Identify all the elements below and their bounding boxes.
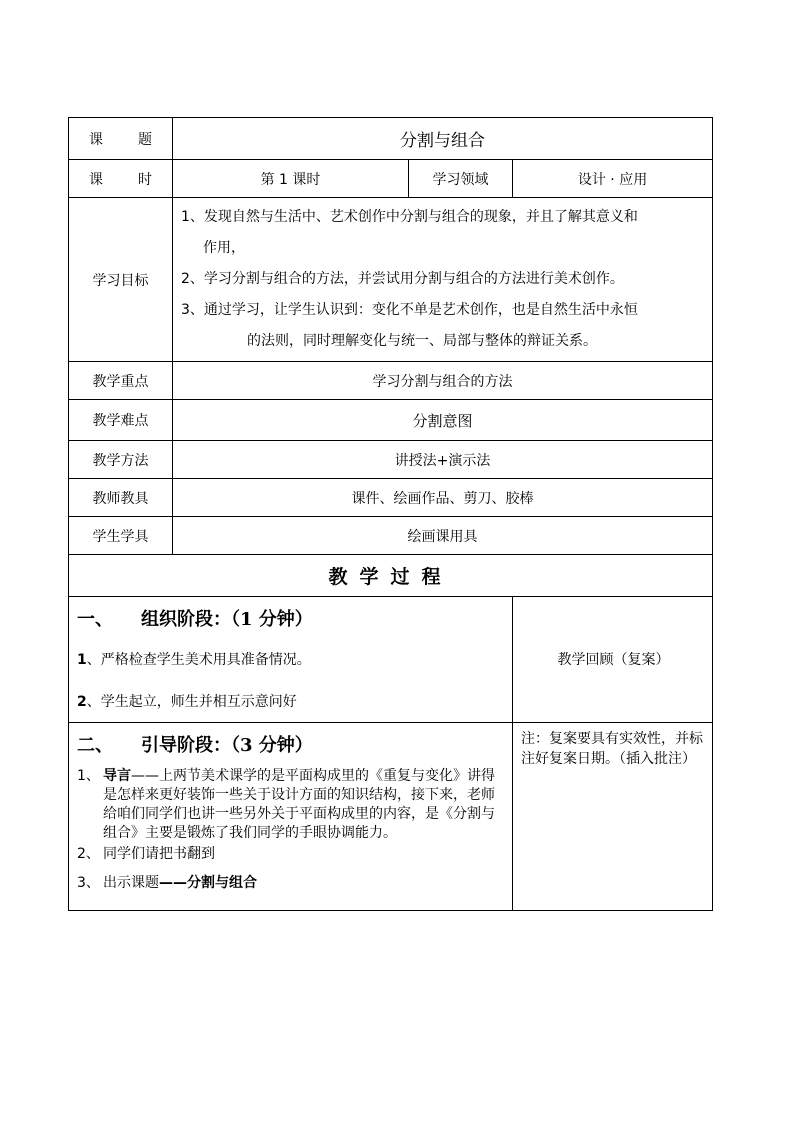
student-tools-row	[69, 517, 713, 555]
process-header-row	[69, 555, 713, 597]
stage2-item-1-num: 1、	[77, 768, 100, 784]
stage2-side-note: 注：复案要具有实效性，并标注好复案日期。（插入批注）	[513, 723, 713, 911]
topic-value: 分割与组合	[173, 118, 713, 160]
stage2-heading: 引导阶段：（3 分钟）	[141, 735, 313, 756]
focus-label: 教学重点	[69, 362, 173, 400]
objectives-label: 学习目标	[69, 198, 173, 362]
method-row	[69, 441, 713, 479]
domain-value: 设计 · 应用	[513, 160, 713, 198]
objective-3-cont: 的法则，同时理解变化与统一、局部与整体的辩证关系。	[247, 333, 597, 349]
stage2-item-3-body	[103, 874, 504, 893]
teacher-tools-label: 教师教具	[69, 479, 173, 517]
stage2-title	[77, 731, 504, 757]
stage1-item-2-num: 2	[77, 694, 87, 710]
topic-label-char2: 题	[138, 131, 152, 148]
stage2-item-3-text: 出示课题	[103, 875, 159, 891]
stage2-number: 二、	[77, 735, 113, 756]
stage2-item-3-bold: ——分割与组合	[159, 875, 257, 891]
period-row	[69, 160, 713, 198]
process-header: 教学过程	[69, 555, 713, 597]
stage2-row	[69, 723, 713, 911]
objective-2: 2、学习分割与组合的方法，并尝试用分割与组合的方法进行美术创作。	[181, 271, 624, 287]
topic-row	[69, 118, 713, 160]
stage2-item-3	[77, 874, 504, 893]
period-label-char1: 课	[89, 171, 103, 188]
stage2-item-3-num: 3、	[77, 875, 100, 891]
focus-row	[69, 362, 713, 400]
method-value: 讲授法+演示法	[173, 441, 713, 479]
stage2-item-2	[77, 845, 504, 864]
stage2-content	[69, 723, 513, 911]
objective-1: 1、发现自然与生活中、艺术创作中分割与组合的现象，并且了解其意义和	[181, 209, 638, 225]
difficulty-value: 分割意图	[173, 400, 713, 441]
topic-label-char1: 课	[89, 131, 103, 148]
stage1-item-1-num: 1	[77, 652, 87, 668]
topic-label	[69, 118, 173, 160]
lesson-plan-table	[68, 117, 713, 911]
objective-1-cont: 作用，	[203, 240, 245, 256]
stage1-item-1	[77, 649, 504, 669]
stage1-row	[69, 597, 713, 723]
difficulty-label: 教学难点	[69, 400, 173, 441]
stage1-item-2	[77, 691, 504, 711]
stage2-item-1	[77, 767, 504, 843]
stage1-title	[77, 605, 504, 631]
period-label	[69, 160, 173, 198]
stage2-item-1-body	[103, 767, 504, 843]
teacher-tools-value: 课件、绘画作品、剪刀、胶棒	[173, 479, 713, 517]
stage1-side-note: 教学回顾（复案）	[513, 597, 713, 723]
stage1-item-2-text: 、学生起立，师生并相互示意问好	[86, 694, 297, 710]
stage2-item-1-lead: 导言	[103, 768, 131, 784]
student-tools-value: 绘画课用具	[173, 517, 713, 555]
objective-3: 3、通过学习，让学生认识到：变化不单是艺术创作，也是自然生活中永恒	[181, 302, 638, 318]
stage2-item-2-text: 同学们请把书翻到	[103, 846, 215, 862]
student-tools-label: 学生学具	[69, 517, 173, 555]
period-label-char2: 时	[138, 171, 152, 188]
method-label: 教学方法	[69, 441, 173, 479]
period-value: 第 1 课时	[173, 160, 409, 198]
difficulty-row	[69, 400, 713, 441]
objectives-row	[69, 198, 713, 362]
stage1-item-1-text: 、严格检查学生美术用具准备情况。	[86, 652, 311, 668]
stage2-item-2-num: 2、	[77, 846, 100, 862]
domain-label: 学习领域	[409, 160, 513, 198]
stage2-list	[77, 767, 504, 893]
stage1-heading: 组织阶段：（1 分钟）	[141, 609, 313, 630]
stage1-number: 一、	[77, 609, 113, 630]
stage2-item-1-text: ——上两节美术课学的是平面构成里的《重复与变化》讲得是怎样来更好装饰一些关于设计方面的知识结构，接下来，老师给咱们同学们也讲一些另外关于平面构成里的内容，是《分割与组合》主要是锻炼了我们同学的手眼协调能力。	[103, 768, 495, 841]
objectives-content	[173, 198, 713, 362]
teacher-tools-row	[69, 479, 713, 517]
focus-value: 学习分割与组合的方法	[173, 362, 713, 400]
stage1-content	[69, 597, 513, 723]
